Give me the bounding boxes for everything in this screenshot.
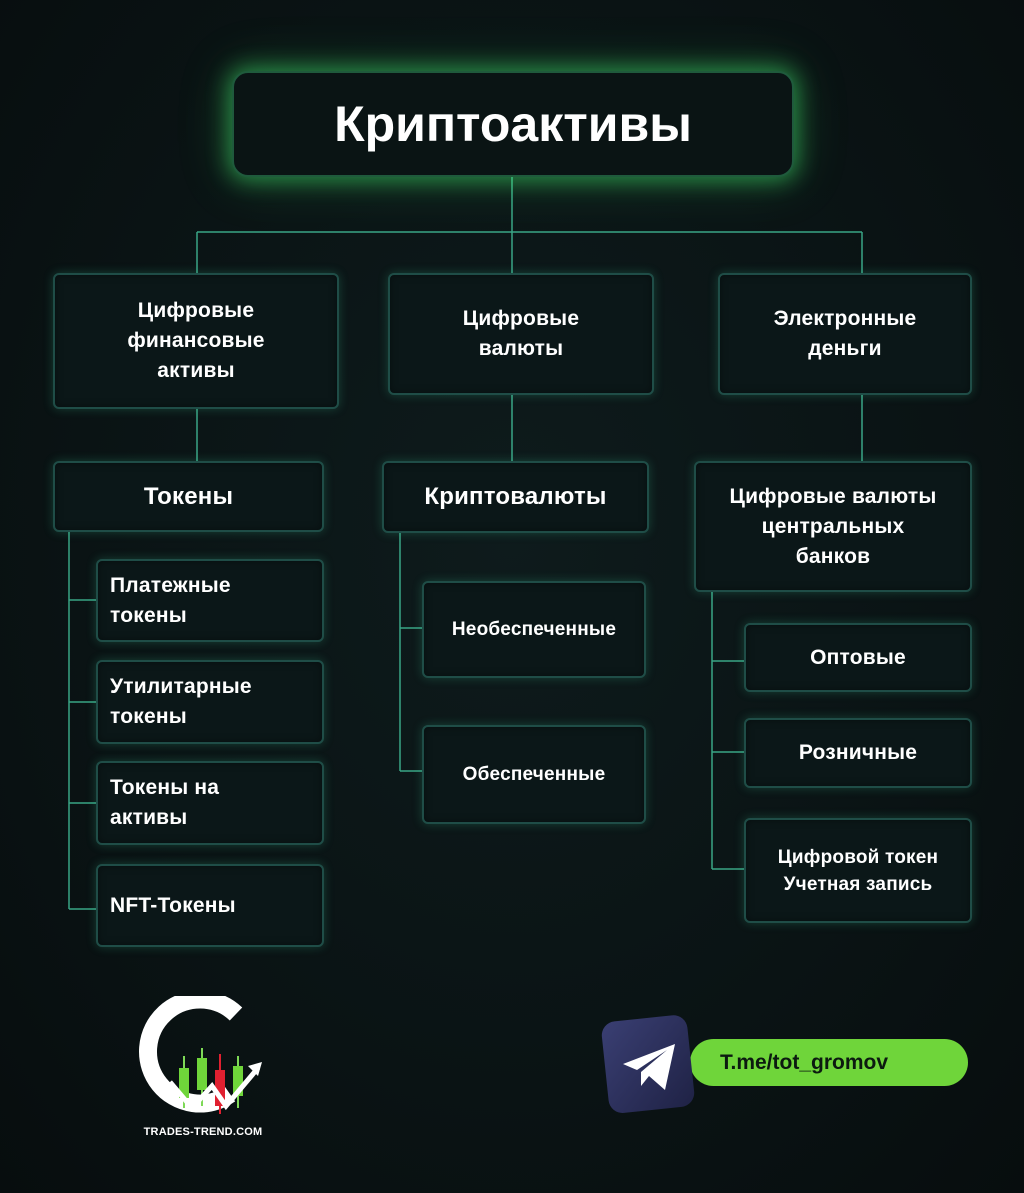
token-type-asset: Токены на активы xyxy=(96,761,324,845)
subcategory-cryptocurrencies: Криптовалюты xyxy=(382,461,649,533)
telegram-link[interactable]: T.me/tot_gromov xyxy=(690,1039,968,1086)
crypto-type-unbacked: Необеспеченные xyxy=(422,581,646,678)
category-digital-currencies: Цифровые валюты xyxy=(388,273,654,395)
token-type-utility: Утилитарные токены xyxy=(96,660,324,744)
category-digital-financial-assets: Цифровые финансовые активы xyxy=(53,273,339,409)
trades-trend-logo-icon xyxy=(134,996,274,1120)
diagram-title: Криптоактивы xyxy=(232,71,794,177)
token-type-payment: Платежные токены xyxy=(96,559,324,642)
subcategory-cbdc: Цифровые валюты центральных банков xyxy=(694,461,972,592)
cbdc-type-wholesale: Оптовые xyxy=(744,623,972,692)
subcategory-tokens: Токены xyxy=(53,461,324,532)
token-type-nft: NFT-Токены xyxy=(96,864,324,947)
crypto-type-backed: Обеспеченные xyxy=(422,725,646,824)
logo-caption: TRADES-TREND.COM xyxy=(143,1126,263,1138)
telegram-plane-icon[interactable] xyxy=(601,1012,697,1116)
category-electronic-money: Электронные деньги xyxy=(718,273,972,395)
cbdc-type-token-account: Цифровой токен Учетная запись xyxy=(744,818,972,923)
cbdc-type-retail: Розничные xyxy=(744,718,972,788)
